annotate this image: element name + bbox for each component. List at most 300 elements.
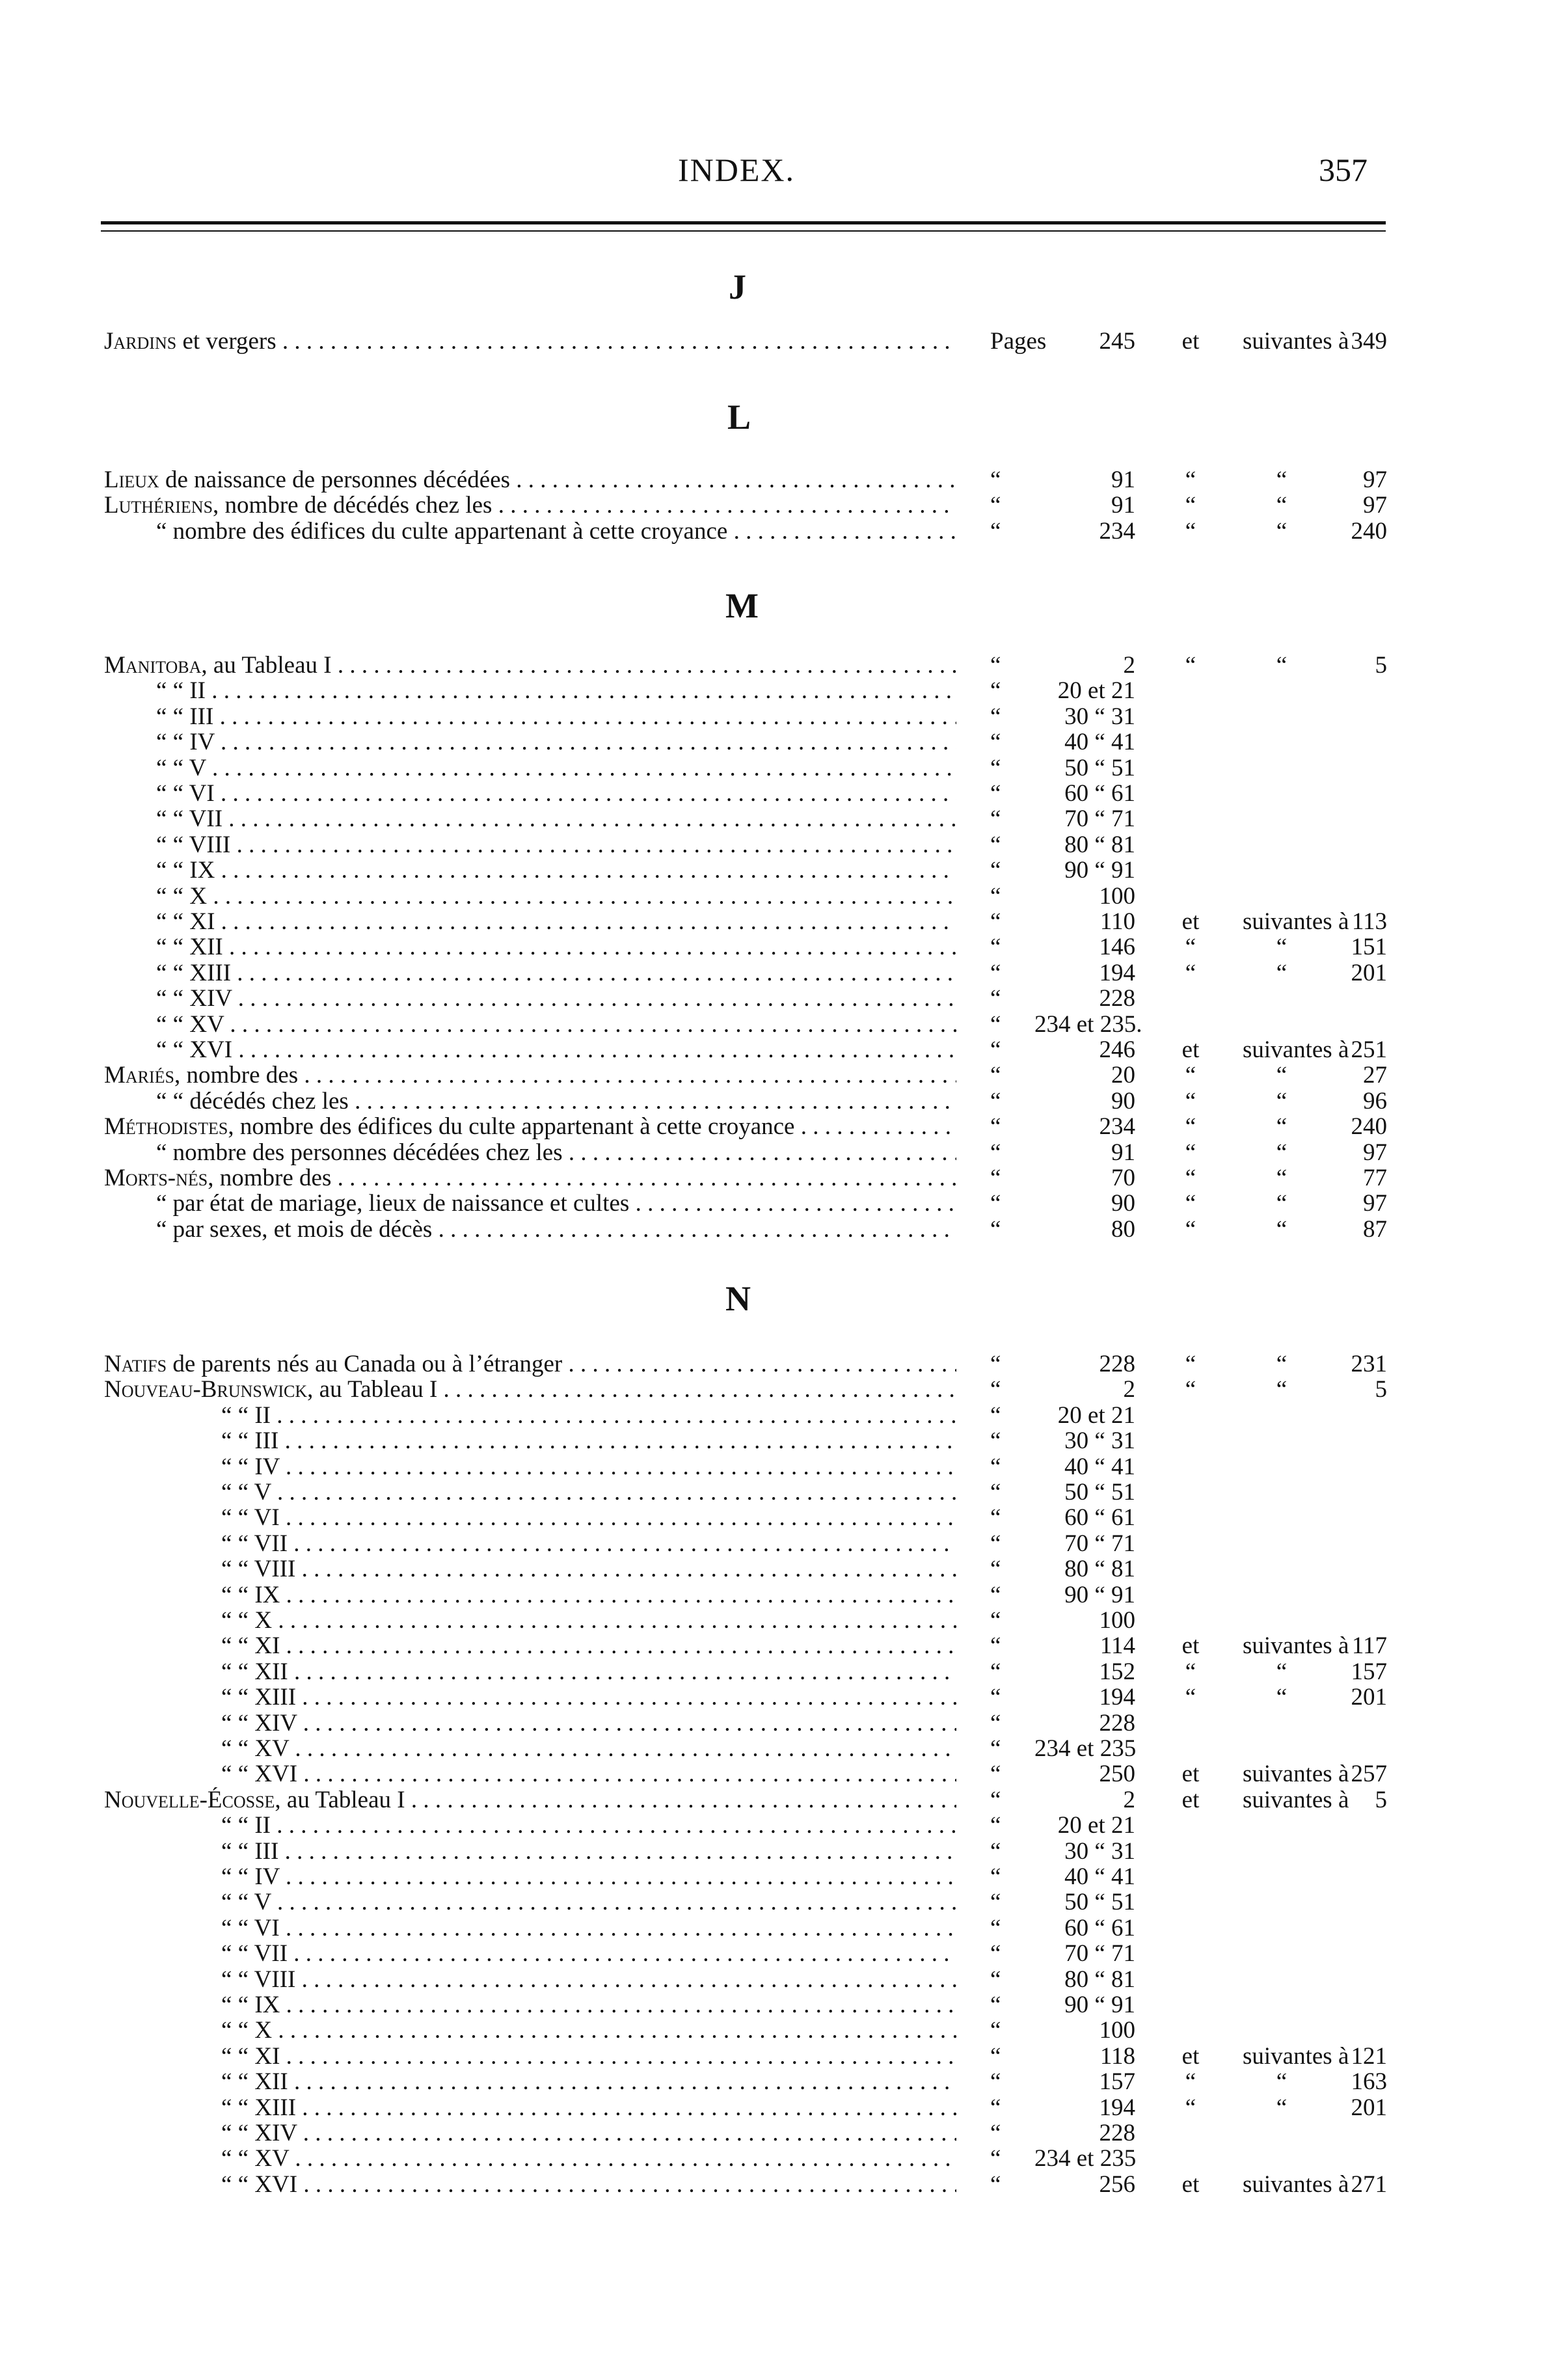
range-connector: “ <box>1185 1215 1196 1243</box>
entry-label <box>104 1556 956 1582</box>
entry-heading: Manitoba <box>104 653 202 679</box>
index-entry <box>104 960 1386 986</box>
page-end: 201 <box>1351 1684 1387 1711</box>
ditto-mark: “ <box>990 1914 1001 1941</box>
index-entry <box>104 1839 1386 1865</box>
page-start: 30 “ 31 <box>1064 1427 1135 1455</box>
page-start: 20 et 21 <box>1057 677 1135 705</box>
index-entry <box>104 884 1386 910</box>
entry-text: “ “ XV <box>221 2146 290 2172</box>
range-connector: “ <box>1185 1139 1196 1166</box>
page-start: 50 “ 51 <box>1064 754 1135 781</box>
page-start: 20 <box>1111 1062 1135 1089</box>
entry-label <box>104 934 956 960</box>
index-entry <box>104 1556 1386 1582</box>
page-start: 90 “ 91 <box>1064 1581 1135 1608</box>
page-start: 234 et 235 <box>1034 2145 1137 2172</box>
ditto-mark: “ <box>990 1215 1001 1243</box>
entry-label <box>104 1037 956 1063</box>
index-entry <box>104 832 1386 858</box>
page-start: 40 “ 41 <box>1064 1453 1135 1480</box>
page-start: 80 “ 81 <box>1064 1556 1135 1583</box>
index-entry <box>104 1351 1386 1377</box>
ditto-mark: “ <box>990 1992 1001 2018</box>
range-word: suivantes à <box>1243 2042 1349 2070</box>
entry-text: “ “ IV <box>156 729 215 756</box>
range-word: “ <box>1276 1165 1288 1191</box>
ditto-mark: “ <box>990 1479 1001 1506</box>
entry-label <box>104 1941 956 1967</box>
entry-text: , au Tableau I <box>275 1787 405 1813</box>
page-start: 2 <box>1123 652 1135 679</box>
entry-label <box>104 2095 956 2121</box>
ditto-mark: “ <box>990 2017 1001 2044</box>
range-connector: “ <box>1185 1190 1196 1217</box>
ditto-mark: “ <box>990 1376 1001 1403</box>
range-word: “ <box>1276 1215 1288 1243</box>
page-end: 163 <box>1351 2068 1387 2096</box>
entry-text: “ “ VII <box>156 806 223 833</box>
entry-text: “ “ IX <box>221 1582 280 1608</box>
entry-text: “ par état de mariage, lieux de naissance et cultes <box>156 1191 630 1217</box>
ditto-mark: “ <box>990 1863 1001 1890</box>
page-start: 60 “ 61 <box>1064 1504 1135 1532</box>
entry-label <box>104 1191 956 1217</box>
page-end: 87 <box>1363 1215 1387 1243</box>
entry-label <box>104 1165 956 1191</box>
entry-text: “ “ IX <box>221 1992 280 2018</box>
page-end: 231 <box>1351 1351 1387 1377</box>
range-connector: et <box>1181 1761 1200 1788</box>
index-entry <box>104 1531 1386 1557</box>
page-start: 90 “ 91 <box>1064 857 1135 884</box>
entry-label <box>104 1711 956 1737</box>
entry-text: “ “ II <box>221 1402 271 1429</box>
range-word: “ <box>1276 1062 1288 1089</box>
page-start: 234 et 235 <box>1034 1735 1137 1762</box>
entry-heading: Morts-nés <box>104 1165 208 1191</box>
entry-text: de naissance de personnes décédées <box>159 467 511 493</box>
entry-label <box>104 2120 956 2146</box>
entry-text: “ “ III <box>156 703 214 730</box>
ditto-mark: “ <box>990 1113 1001 1141</box>
entry-text: “ nombre des édifices du culte appartenant à cette croyance <box>156 518 728 545</box>
entry-heading: Jardins <box>104 329 177 355</box>
entry-text: “ “ II <box>221 1813 271 1839</box>
range-connector: “ <box>1185 467 1196 493</box>
page-start: 2 <box>1123 1376 1135 1403</box>
index-entry <box>104 1992 1386 2018</box>
index-entry <box>104 329 1386 355</box>
ditto-mark: “ <box>990 1812 1001 1839</box>
page-start: 90 <box>1111 1087 1135 1115</box>
entry-text: “ “ X <box>221 2018 273 2044</box>
page-start: 100 <box>1099 2017 1135 2044</box>
range-word: “ <box>1276 1113 1288 1141</box>
entry-text: “ “ XI <box>221 1633 280 1660</box>
range-word: “ <box>1276 652 1288 679</box>
ditto-mark: “ <box>990 985 1001 1012</box>
range-connector: “ <box>1185 1087 1196 1115</box>
entry-text: “ par sexes, et mois de décès <box>156 1216 433 1243</box>
range-word: “ <box>1276 2094 1288 2121</box>
range-word: “ <box>1276 1139 1288 1166</box>
entry-text: “ “ XVI <box>221 1761 298 1788</box>
entry-text: “ “ XVI <box>221 2171 298 2198</box>
entry-text: de parents nés au Canada ou à l’étranger <box>167 1351 563 1377</box>
ditto-mark: “ <box>990 2094 1001 2121</box>
entry-text: , nombre des <box>208 1165 332 1191</box>
entry-text: , nombre des <box>174 1062 299 1089</box>
index-entry <box>104 1787 1386 1813</box>
page-start: 50 “ 51 <box>1064 1479 1135 1506</box>
entry-label <box>104 1480 956 1506</box>
entry-label <box>104 467 956 493</box>
index-entry <box>104 2095 1386 2121</box>
entry-text: “ “ XV <box>156 1011 224 1038</box>
entry-heading: Nouveau-Brunswick <box>104 1377 308 1403</box>
entry-text: “ “ III <box>221 1838 279 1865</box>
page-start: 100 <box>1099 1607 1135 1634</box>
ditto-mark: “ <box>990 1940 1001 1968</box>
ditto-mark: “ <box>990 492 1001 519</box>
ditto-mark: “ <box>990 2042 1001 2070</box>
range-connector: “ <box>1185 2094 1196 2121</box>
page-start: 114 <box>1099 1632 1135 1660</box>
entry-text: “ “ VI <box>156 781 215 807</box>
ditto-mark: “ <box>990 1401 1001 1429</box>
range-connector: et <box>1181 1632 1200 1660</box>
entry-text: “ “ décédés chez les <box>156 1088 349 1115</box>
index-entry <box>104 704 1386 730</box>
index-entry <box>104 1480 1386 1506</box>
page-start: 30 “ 31 <box>1064 1837 1135 1865</box>
entry-label <box>104 1531 956 1557</box>
ditto-mark: “ <box>990 1139 1001 1166</box>
page-end: 97 <box>1363 1139 1387 1166</box>
ditto-mark: “ <box>990 908 1001 935</box>
entry-text: , au Tableau I <box>307 1377 438 1403</box>
entry-heading: Natifs <box>104 1351 167 1377</box>
ditto-mark: “ <box>990 2120 1001 2146</box>
entry-label <box>104 2018 956 2044</box>
entry-text: “ “ VII <box>221 1941 288 1968</box>
index-entry <box>104 781 1386 807</box>
page-start: 234 <box>1099 517 1135 545</box>
entry-text: “ “ XI <box>156 909 215 935</box>
page-end: 5 <box>1375 1376 1387 1403</box>
entry-text: , nombre de décédés chez les <box>213 493 492 519</box>
index-entry <box>104 1582 1386 1608</box>
entry-label <box>104 1684 956 1711</box>
page-start: 228 <box>1099 2120 1135 2146</box>
entry-label <box>104 2146 956 2172</box>
entry-label <box>104 729 956 755</box>
page-title: INDEX. <box>678 152 796 188</box>
index-entry <box>104 1089 1386 1115</box>
entry-label <box>104 1403 956 1429</box>
entry-label <box>104 2069 956 2095</box>
entry-text: “ “ XVI <box>156 1037 233 1063</box>
entry-heading: Mariés <box>104 1062 175 1089</box>
index-entry <box>104 1191 1386 1217</box>
page-end: 271 <box>1351 2170 1387 2198</box>
ditto-mark: “ <box>990 517 1001 545</box>
entry-label <box>104 1012 956 1038</box>
ditto-mark: “ <box>990 1709 1001 1737</box>
range-connector: “ <box>1185 1658 1196 1685</box>
section-letter-m: M <box>725 586 759 625</box>
ditto-mark: Pages <box>990 328 1047 355</box>
index-entry <box>104 934 1386 960</box>
entry-label <box>104 1089 956 1115</box>
range-connector: et <box>1181 328 1200 355</box>
page-end: 240 <box>1351 517 1387 545</box>
page-start: 100 <box>1099 882 1135 910</box>
entry-heading: Nouvelle-Écosse <box>104 1787 275 1813</box>
entry-label <box>104 884 956 910</box>
ditto-mark: “ <box>990 882 1001 910</box>
index-entry <box>104 806 1386 832</box>
entry-text: “ “ X <box>221 1608 273 1634</box>
range-connector: “ <box>1185 1351 1196 1377</box>
entry-label <box>104 960 956 986</box>
page-start: 91 <box>1111 1139 1135 1166</box>
index-entry <box>104 1659 1386 1685</box>
index-entry <box>104 1114 1386 1140</box>
index-entry <box>104 1454 1386 1480</box>
ditto-mark: “ <box>990 703 1001 730</box>
range-word: “ <box>1276 1376 1288 1403</box>
entry-label <box>104 986 956 1012</box>
page-start: 30 “ 31 <box>1064 703 1135 730</box>
range-connector: “ <box>1185 492 1196 519</box>
page-end: 151 <box>1351 934 1387 961</box>
range-word: suivantes à <box>1243 908 1349 935</box>
ditto-mark: “ <box>990 1889 1001 1916</box>
page-start: 234 <box>1099 1113 1135 1141</box>
index-entry <box>104 1711 1386 1737</box>
index-entry <box>104 2120 1386 2146</box>
range-connector: “ <box>1185 652 1196 679</box>
page-start: 194 <box>1099 2094 1135 2121</box>
entry-text: “ “ XIV <box>221 2120 297 2146</box>
entry-text: “ “ V <box>156 755 206 781</box>
ditto-mark: “ <box>990 1062 1001 1089</box>
page-end: 117 <box>1351 1632 1387 1660</box>
index-entry <box>104 1037 1386 1063</box>
range-connector: et <box>1181 908 1200 935</box>
entry-text: “ “ XII <box>221 1658 288 1685</box>
index-entry <box>104 1140 1386 1166</box>
page-start: 245 <box>1099 328 1135 355</box>
page-end: 121 <box>1351 2042 1387 2070</box>
ditto-mark: “ <box>990 2145 1001 2172</box>
range-connector: “ <box>1185 1165 1196 1191</box>
page-end: 27 <box>1363 1062 1387 1089</box>
index-entry <box>104 858 1386 884</box>
index-entry <box>104 2146 1386 2172</box>
page-end: 157 <box>1351 1658 1387 1685</box>
ditto-mark: “ <box>990 1632 1001 1660</box>
index-entry <box>104 909 1386 935</box>
ditto-mark: “ <box>990 1010 1001 1038</box>
index-entry <box>104 1736 1386 1762</box>
ditto-mark: “ <box>990 959 1001 986</box>
entry-label <box>104 1967 956 1993</box>
page-start: 80 <box>1111 1215 1135 1243</box>
entry-text: “ “ VI <box>221 1505 280 1532</box>
index-entry <box>104 467 1386 493</box>
entry-text: “ “ XIII <box>156 960 232 986</box>
index-entry <box>104 1633 1386 1659</box>
range-connector: et <box>1181 1786 1200 1813</box>
page-end: 349 <box>1351 328 1387 355</box>
page-start: 80 “ 81 <box>1064 1966 1135 1993</box>
index-entry <box>104 1941 1386 1967</box>
entry-label <box>104 2172 956 2198</box>
ditto-mark: “ <box>990 1761 1001 1788</box>
ditto-mark: “ <box>990 1427 1001 1455</box>
page-start: 152 <box>1099 1658 1135 1685</box>
entry-label <box>104 1114 956 1140</box>
index-entry <box>104 1062 1386 1089</box>
index-entry <box>104 1505 1386 1531</box>
range-connector: “ <box>1185 1062 1196 1089</box>
entry-text: “ “ VIII <box>156 832 231 858</box>
ditto-mark: “ <box>990 1581 1001 1608</box>
ditto-mark: “ <box>990 805 1001 833</box>
page-start: 70 <box>1111 1165 1135 1191</box>
entry-label <box>104 832 956 858</box>
range-connector: “ <box>1185 959 1196 986</box>
range-connector: et <box>1181 2170 1200 2198</box>
range-connector: “ <box>1185 1113 1196 1141</box>
page-end: 97 <box>1363 467 1387 493</box>
page-end: 96 <box>1363 1087 1387 1115</box>
page-start: 70 “ 71 <box>1064 1530 1135 1557</box>
page-start: 118 <box>1099 2042 1135 2070</box>
ditto-mark: “ <box>990 1786 1001 1813</box>
page-end: 77 <box>1363 1165 1387 1191</box>
entry-label <box>104 1889 956 1915</box>
ditto-mark: “ <box>990 1684 1001 1711</box>
page-start: 80 “ 81 <box>1064 831 1135 858</box>
page-start: 60 “ 61 <box>1064 1914 1135 1941</box>
entry-text: “ nombre des personnes décédées chez les <box>156 1139 563 1166</box>
index-entry <box>104 729 1386 755</box>
entry-text: “ “ VII <box>221 1530 288 1557</box>
entry-label <box>104 1217 956 1243</box>
page-end: 240 <box>1351 1113 1387 1141</box>
range-word: “ <box>1276 492 1288 519</box>
entry-label <box>104 1428 956 1454</box>
range-connector: et <box>1181 1036 1200 1063</box>
entry-label <box>104 755 956 781</box>
range-word: suivantes à <box>1243 2170 1349 2198</box>
ditto-mark: “ <box>990 1190 1001 1217</box>
range-connector: “ <box>1185 934 1196 961</box>
index-entry <box>104 1864 1386 1890</box>
ditto-mark: “ <box>990 780 1001 807</box>
page-start: 250 <box>1099 1761 1135 1788</box>
page-start: 194 <box>1099 959 1135 986</box>
ditto-mark: “ <box>990 1530 1001 1557</box>
page-start: 157 <box>1099 2068 1135 2096</box>
page-end: 5 <box>1375 652 1387 679</box>
entry-label <box>104 1454 956 1480</box>
entry-text: , au Tableau I <box>201 653 332 679</box>
page-start: 110 <box>1099 908 1135 935</box>
entry-label <box>104 806 956 832</box>
entry-label <box>104 678 956 704</box>
ditto-mark: “ <box>990 857 1001 884</box>
index-entry <box>104 1684 1386 1711</box>
entry-label <box>104 1813 956 1839</box>
range-word: suivantes à <box>1243 1036 1349 1063</box>
entry-text: , nombre des édifices du culte appartenant à cette croyance <box>228 1114 795 1141</box>
entry-text: “ “ X <box>156 883 208 910</box>
index-entry <box>104 2044 1386 2070</box>
entry-text: “ “ XIII <box>221 2094 297 2121</box>
entry-text: “ “ V <box>221 1480 271 1506</box>
ditto-mark: “ <box>990 831 1001 858</box>
page-start: 234 et 235. <box>1034 1010 1142 1038</box>
entry-label <box>104 909 956 935</box>
page-start: 228 <box>1099 1351 1135 1377</box>
entry-text: “ “ II <box>156 678 206 705</box>
range-connector: “ <box>1185 1376 1196 1403</box>
entry-label <box>104 1787 956 1813</box>
entry-label <box>104 781 956 807</box>
entry-label <box>104 493 956 519</box>
entry-label <box>104 704 956 730</box>
index-entry <box>104 1761 1386 1787</box>
range-connector: “ <box>1185 517 1196 545</box>
range-word: suivantes à <box>1243 1632 1349 1660</box>
entry-label <box>104 1915 956 1941</box>
page-start: 60 “ 61 <box>1064 780 1135 807</box>
ditto-mark: “ <box>990 1837 1001 1865</box>
range-word: suivantes à <box>1243 1761 1349 1788</box>
index-entry <box>104 1889 1386 1915</box>
range-word: “ <box>1276 1087 1288 1115</box>
section-letter-n: N <box>725 1279 751 1318</box>
range-word: “ <box>1276 1190 1288 1217</box>
index-entry <box>104 986 1386 1012</box>
entry-label <box>104 858 956 884</box>
page-start: 146 <box>1099 934 1135 961</box>
ditto-mark: “ <box>990 467 1001 493</box>
entry-text: “ “ VIII <box>221 1556 296 1583</box>
ditto-mark: “ <box>990 1165 1001 1191</box>
index-entry <box>104 1915 1386 1941</box>
range-connector: “ <box>1185 1684 1196 1711</box>
range-connector: “ <box>1185 2068 1196 2096</box>
entry-text: “ “ IX <box>156 858 215 884</box>
entry-label <box>104 1839 956 1865</box>
ditto-mark: “ <box>990 1607 1001 1634</box>
entry-label <box>104 1505 956 1531</box>
index-entry <box>104 1428 1386 1454</box>
range-word: suivantes à <box>1243 1786 1349 1813</box>
entry-text: “ “ III <box>221 1428 279 1455</box>
entry-label <box>104 1608 956 1634</box>
index-entry <box>104 755 1386 781</box>
page-start: 91 <box>1111 467 1135 493</box>
page-end: 5 <box>1375 1786 1387 1813</box>
entry-label <box>104 1140 956 1166</box>
